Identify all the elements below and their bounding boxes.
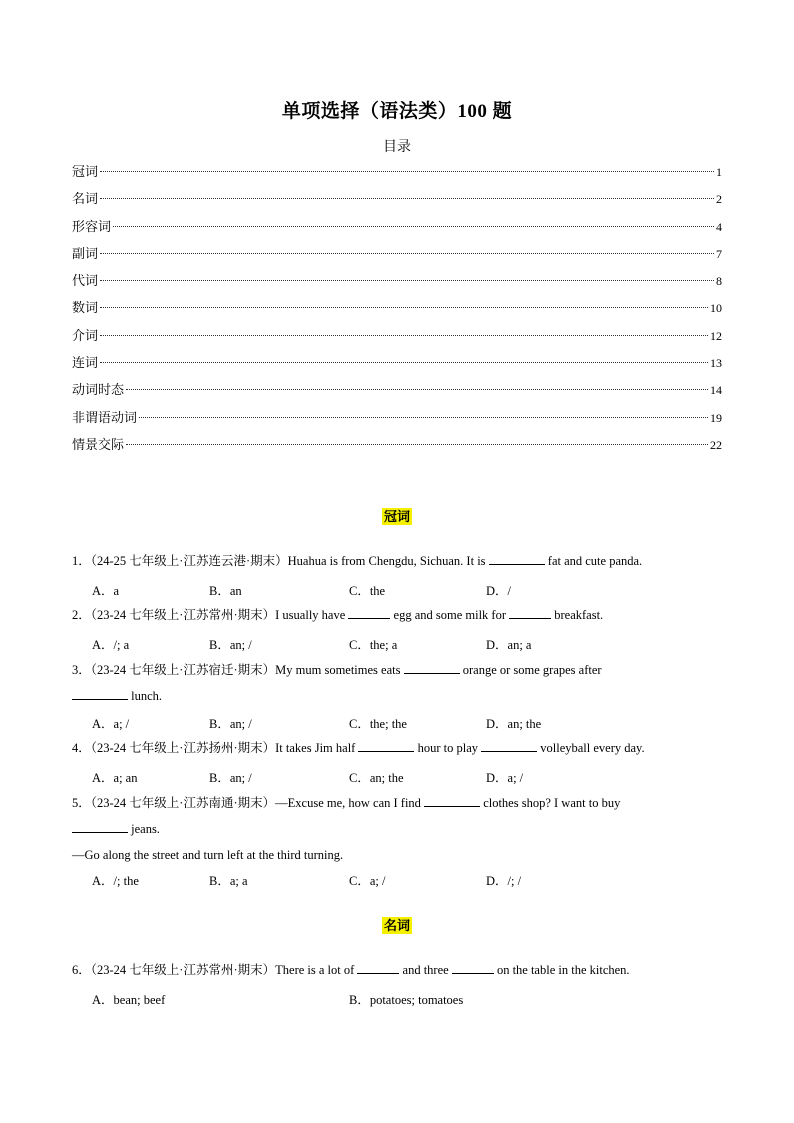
question-stem <box>72 790 722 816</box>
question-source: （23-24 七年级上·江苏南通·期末） <box>90 796 276 810</box>
toc-entry-label: 代词 <box>72 273 99 289</box>
toc-entry[interactable] <box>72 190 722 217</box>
question-stem <box>72 657 722 683</box>
question-stem <box>72 957 722 983</box>
question-continuation <box>72 683 722 709</box>
option-b[interactable]: B．an; / <box>209 717 252 731</box>
option-b[interactable]: B．a; a <box>209 874 248 888</box>
question-text: breakfast. <box>551 608 604 622</box>
answer-blank[interactable] <box>509 606 551 619</box>
toc-entry-page: 8 <box>716 274 722 289</box>
option-a[interactable]: A．a; an <box>92 771 138 785</box>
toc-leader-dots <box>100 280 714 281</box>
question-6-options <box>92 990 722 1010</box>
option-d[interactable]: D．an; a <box>486 638 532 652</box>
toc-entry-label: 名词 <box>72 191 99 207</box>
option-c[interactable]: C．the <box>349 584 386 598</box>
toc-entry-page: 7 <box>716 246 722 261</box>
option-a[interactable]: A．/; a <box>92 638 130 652</box>
option-a[interactable]: A．/; the <box>92 874 139 888</box>
toc-leader-dots <box>100 198 714 199</box>
option-d[interactable]: D．/; / <box>486 874 522 888</box>
question-text: There is a lot of <box>275 963 358 977</box>
question-text: fat and cute panda. <box>544 554 643 568</box>
answer-blank[interactable] <box>452 961 494 974</box>
option-c[interactable]: C．the; the <box>349 717 407 731</box>
toc-entry-page: 12 <box>710 328 722 343</box>
option-b[interactable]: B．an <box>209 584 242 598</box>
toc-entry-page: 19 <box>710 410 722 425</box>
toc-entry-page: 2 <box>716 192 722 207</box>
toc-leader-dots <box>100 335 708 336</box>
section-heading-nouns <box>0 915 794 935</box>
question-5-options <box>92 871 722 891</box>
question-text: hour to play <box>414 741 482 755</box>
toc-leader-dots <box>113 226 714 227</box>
toc-leader-dots <box>139 417 708 418</box>
table-of-contents <box>72 163 722 463</box>
answer-blank[interactable] <box>489 552 545 565</box>
question-3-options <box>92 714 722 734</box>
answer-blank[interactable] <box>72 687 128 700</box>
question-text: It takes Jim half <box>275 741 359 755</box>
question-6 <box>72 957 722 983</box>
option-d[interactable]: D．/ <box>486 584 512 598</box>
answer-blank[interactable] <box>357 961 399 974</box>
section-heading-label: 冠词 <box>383 509 410 524</box>
toc-entry-label: 副词 <box>72 245 99 261</box>
question-text: jeans. <box>128 822 160 836</box>
toc-entry-page: 13 <box>710 356 722 371</box>
option-d[interactable]: D．an; the <box>486 717 542 731</box>
question-dialogue-line: —Go along the street and turn left at the third turning. <box>72 848 344 862</box>
question-5 <box>72 790 722 868</box>
toc-leader-dots <box>126 444 708 445</box>
question-1-options <box>92 581 722 601</box>
question-number: 2． <box>72 608 91 622</box>
question-4-options <box>92 768 722 788</box>
toc-leader-dots <box>100 307 708 308</box>
question-source: （23-24 七年级上·江苏常州·期末） <box>90 963 276 977</box>
answer-blank[interactable] <box>481 739 537 752</box>
option-b[interactable]: B．an; / <box>209 771 252 785</box>
question-number: 4． <box>72 741 91 755</box>
toc-entry[interactable] <box>72 272 722 299</box>
option-a[interactable]: A．a <box>92 584 120 598</box>
question-number: 6． <box>72 963 91 977</box>
question-number: 5． <box>72 796 91 810</box>
option-d[interactable]: D．a; / <box>486 771 524 785</box>
question-text: I usually have <box>275 608 349 622</box>
toc-entry-label: 情景交际 <box>72 436 125 452</box>
toc-entry-label: 介词 <box>72 327 99 343</box>
toc-entry-page: 22 <box>710 437 722 452</box>
question-text: My mum sometimes eats <box>275 663 404 677</box>
question-source: （23-24 七年级上·江苏宿迁·期末） <box>90 663 276 677</box>
question-text: orange or some grapes after <box>459 663 602 677</box>
question-text: egg and some milk for <box>390 608 510 622</box>
document-title: 单项选择（语法类）100 题 <box>281 101 513 122</box>
toc-entry-page: 4 <box>716 219 722 234</box>
option-c[interactable]: C．the; a <box>349 638 398 652</box>
toc-entry-label: 非谓语动词 <box>72 409 138 425</box>
question-continuation <box>72 816 722 842</box>
question-text: and three <box>399 963 452 977</box>
question-3 <box>72 657 722 709</box>
toc-leader-dots <box>100 253 714 254</box>
section-heading-articles <box>0 506 794 526</box>
option-b[interactable]: B．an; / <box>209 638 252 652</box>
toc-entry[interactable] <box>72 436 722 463</box>
toc-entry[interactable] <box>72 381 722 408</box>
question-text: —Excuse me, how can I find <box>275 796 425 810</box>
question-number: 3． <box>72 663 91 677</box>
question-text: clothes shop? I want to buy <box>480 796 621 810</box>
toc-entry-page: 10 <box>710 301 722 316</box>
toc-entry-page: 14 <box>710 383 722 398</box>
toc-heading: 目录 <box>383 140 411 155</box>
answer-blank[interactable] <box>358 739 414 752</box>
question-stem <box>72 548 722 574</box>
option-c[interactable]: C．a; / <box>349 874 386 888</box>
answer-blank[interactable] <box>72 820 128 833</box>
toc-entry-label: 数词 <box>72 300 99 316</box>
option-a[interactable]: A．bean; beef <box>92 993 166 1007</box>
question-1 <box>72 548 722 574</box>
toc-entry[interactable] <box>72 354 722 381</box>
answer-blank[interactable] <box>404 661 460 674</box>
toc-leader-dots <box>126 389 708 390</box>
question-number: 1． <box>72 554 91 568</box>
toc-entry[interactable] <box>72 163 722 190</box>
toc-entry-label: 连词 <box>72 355 99 371</box>
toc-entry[interactable] <box>72 245 722 272</box>
option-b[interactable]: B．potatoes; tomatoes <box>349 993 464 1007</box>
question-text: Huahua is from Chengdu, Sichuan. It is <box>287 554 489 568</box>
question-source: （23-24 七年级上·江苏常州·期末） <box>90 608 276 622</box>
question-text: lunch. <box>128 689 163 703</box>
question-4 <box>72 735 722 761</box>
toc-entry-label: 动词时态 <box>72 382 125 398</box>
question-stem <box>72 735 722 761</box>
toc-entry[interactable] <box>72 218 722 245</box>
toc-leader-dots <box>100 362 708 363</box>
question-stem <box>72 602 722 628</box>
toc-leader-dots <box>100 171 714 172</box>
question-2-options <box>92 635 722 655</box>
question-2 <box>72 602 722 628</box>
toc-entry-label: 形容词 <box>72 218 112 234</box>
toc-entry-label: 冠词 <box>72 164 99 179</box>
option-c[interactable]: C．an; the <box>349 771 404 785</box>
question-source: （24-25 七年级上·江苏连云港·期末） <box>90 554 288 568</box>
toc-entry[interactable] <box>72 409 722 436</box>
toc-entry[interactable] <box>72 299 722 326</box>
toc-entry-page: 1 <box>716 165 722 179</box>
question-source: （23-24 七年级上·江苏扬州·期末） <box>90 741 276 755</box>
section-heading-label: 名词 <box>383 918 410 933</box>
question-text: volleyball every day. <box>537 741 645 755</box>
answer-blank[interactable] <box>348 606 390 619</box>
answer-blank[interactable] <box>424 794 480 807</box>
option-a[interactable]: A．a; / <box>92 717 130 731</box>
question-text: on the table in the kitchen. <box>493 963 630 977</box>
toc-entry[interactable] <box>72 327 722 354</box>
